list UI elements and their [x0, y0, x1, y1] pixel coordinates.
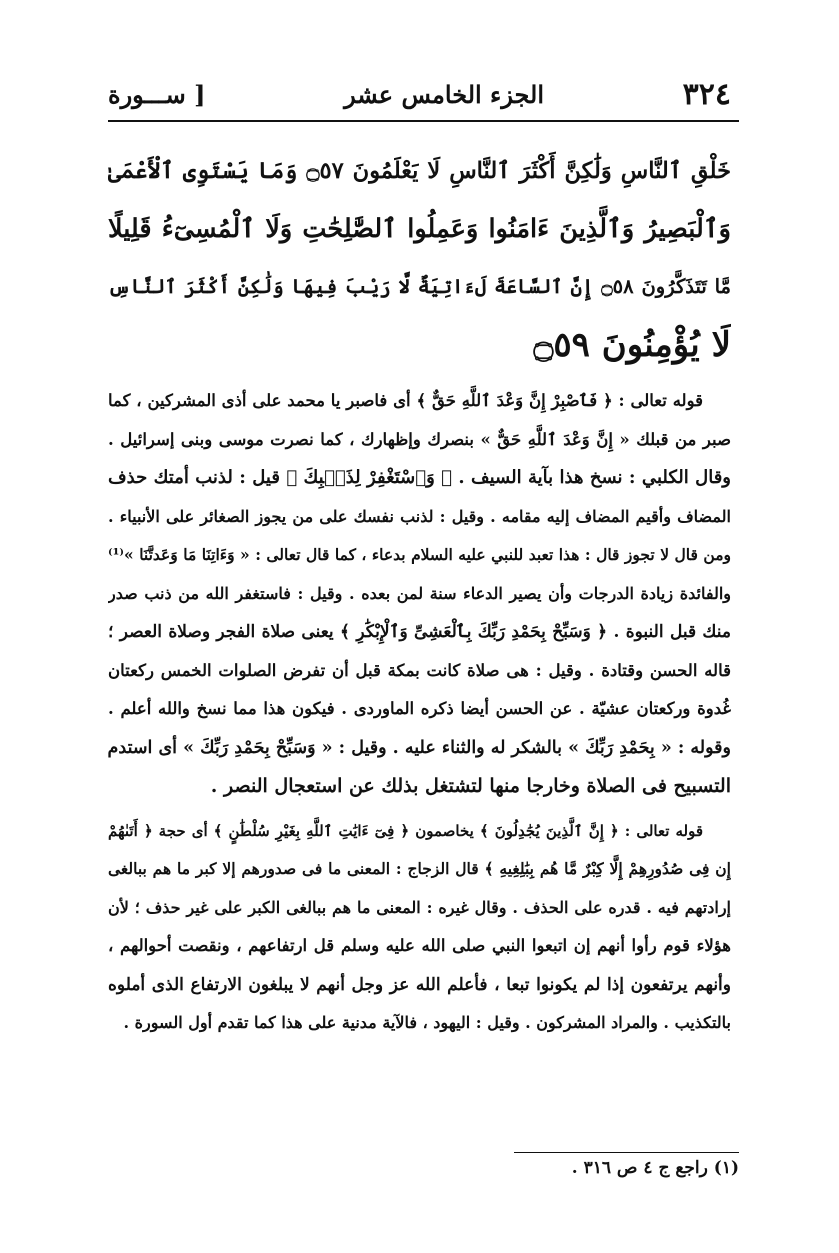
commentary-line: والفائدة زيادة الدرجات وأن يصير الدعاء سنة لمن بعده . وقيل : فاستغفر الله من ذنب صدر: [108, 583, 731, 603]
commentary-line: إرادتهم فيه . قدره على الحذف . وقال غيره : المعنى ما هم ببالغى الكبر على غير حذف ؛ لأن: [108, 897, 731, 917]
commentary-line: صبر من قبلك « إِنَّ وَعْدَ ٱللَّهِ حَقٌّ » بنصرك وإظهارك ، كما نصرت موسى وبنى إسرائيل .: [108, 429, 731, 449]
page-header: [108, 72, 731, 116]
footnote-divider: [514, 1152, 739, 1153]
commentary-line: التسبيح فى الصلاة وخارجا منها لتشتغل بذلك عن استعجال النصر .: [210, 775, 731, 797]
header-divider: [108, 120, 739, 122]
commentary-line: وأنهم يرتفعون إذا لم يكونوا تبعا ، فأعلم الله عز وجل أنهم لا يبلغون الارتفاع الذى أملوه: [108, 974, 731, 995]
verse-line: خَلْقِ ٱلنَّاسِ وَلَٰكِنَّ أَكْثَرَ ٱلنَّاسِ لَا يَعْلَمُونَ ۝٥٧ وَمَا يَسْتَوِى ٱلْأَعْمَىٰ: [108, 158, 731, 184]
commentary-line: المضاف وأقيم المضاف إليه مقامه . وقيل : لذنب نفسك على من يجوز الصغائر على الأنبياء .: [108, 506, 731, 526]
commentary-line: قاله الحسن وقتادة . وقيل : هى صلاة كانت بمكة قبل أن تفرض الصلوات الخمس ركعتان: [108, 660, 731, 680]
commentary-line: وقوله : « بِحَمْدِ رَبِّكَ » بالشكر له والثناء عليه . وقيل : « وَسَبِّحْ بِحَمْدِ رَبِّكَ » أى استدم: [108, 737, 731, 758]
verse-line: مَّا تَتَذَكَّرُونَ ۝٥٨ إِنَّ ٱلسَّاعَةَ لَءَاتِيَةٌ لَّا رَيْبَ فِيهَا وَلَٰكِنَّ أَكْثَرَ ٱلنَّاسِ: [108, 275, 731, 298]
footnote: (١) راجع ج ٤ ص ٣١٦ .: [571, 1158, 739, 1178]
verse-line: وَٱلْبَصِيرُ وَٱلَّذِينَ ءَامَنُوا وَعَمِلُوا ٱلصَّٰلِحَٰتِ وَلَا ٱلْمُسِىٓءُ قَلِيلًا: [108, 214, 731, 244]
commentary-line: هؤلاء قوم رأوا أنهم إن اتبعوا النبي صلى الله عليه وسلم قل ارتفاعهم ، ونقصت أحوالهم ،: [108, 936, 731, 955]
commentary-line: قوله تعالى : ﴿ إِنَّ ٱلَّذِينَ يُجَٰدِلُونَ ﴾ يخاصمون ﴿ فِىٓ ءَايَٰتِ ٱللَّهِ بِغَيْرِ سُلْطَٰنٍ ﴾ أى حجة ﴿ أَتَىٰهُمْ: [108, 821, 703, 840]
commentary-line: ومن قال لا تجوز قال : هذا تعبد للنبي عليه السلام بدعاء ، كما قال تعالى : « وَءَاتِنَا مَا وَعَدتَّنَا »⁽¹⁾: [108, 545, 731, 564]
commentary-line: وقال الكلبي : نسخ هذا بآية السيف . ﴿ وَٱسْتَغْفِرْ لِذَنۢبِكَ ﴾ قيل : لذنب أمتك حذف: [108, 467, 731, 488]
commentary-text: [108, 382, 731, 1043]
surah-label: [ ســـورة: [108, 79, 206, 109]
commentary-line: منك قبل النبوة . ﴿ وَسَبِّحْ بِحَمْدِ رَبِّكَ بِٱلْعَشِىِّ وَٱلْإِبْكَٰرِ ﴾ يعنى صلاة الفجر وصلاة العصر ؛: [108, 622, 731, 642]
verse-line: لَا يُؤْمِنُونَ ۝٥٩: [533, 325, 731, 365]
page-number: ٣٢٤: [682, 76, 731, 112]
quran-verses: [108, 142, 731, 374]
commentary-line: غُدوة وركعتان عشيّة . عن الحسن أيضا ذكره الماوردى . فيكون هذا مما نسخ والله أعلم .: [108, 699, 731, 718]
commentary-line: إِن فِى صُدُورِهِمْ إِلَّا كِبْرٌ مَّا هُم بِبَٰلِغِيهِ ﴾ قال الزجاج : المعنى ما فى صدورهم إلا كبر ما هم ببالغى: [108, 859, 731, 878]
running-title: الجزء الخامس عشر: [344, 79, 545, 109]
commentary-line: بالتكذيب . والمراد المشركون . وقيل : اليهود ، فالآية مدنية على هذا كما تقدم أول السورة .: [123, 1013, 731, 1032]
commentary-line: قوله تعالى : ﴿ فَٱصْبِرْ إِنَّ وَعْدَ ٱللَّهِ حَقٌّ ﴾ أى فاصبر يا محمد على أذى المشركين ، كما: [108, 391, 703, 410]
